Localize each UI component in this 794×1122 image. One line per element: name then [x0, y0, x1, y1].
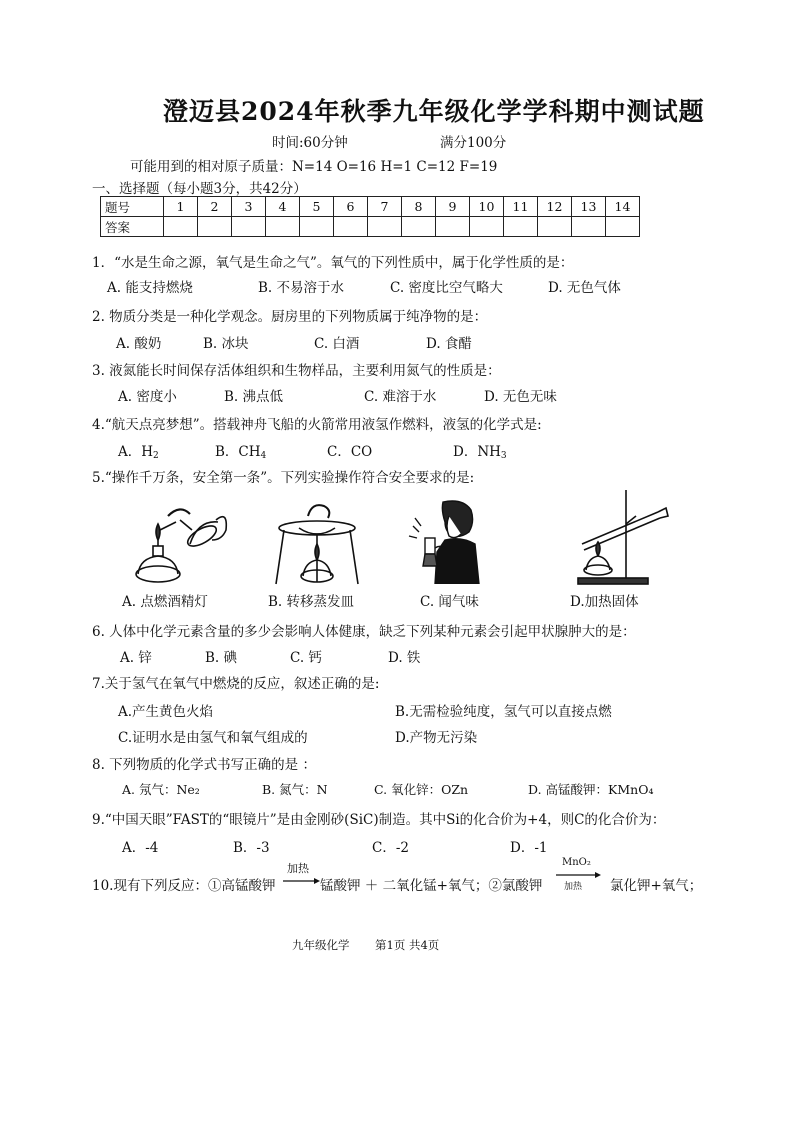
- q8-option-d[interactable]: D. 高锰酸钾：KMnO₄: [528, 782, 654, 797]
- table-cell: 11: [504, 197, 538, 217]
- q3-option-c[interactable]: C. 难溶于水: [364, 389, 437, 405]
- q8-option-b[interactable]: B. 氮气：N: [262, 782, 328, 797]
- q2-option-d[interactable]: D. 食醋: [426, 336, 472, 352]
- full-score: 满分100分: [440, 135, 507, 151]
- condition-heat-1: 加热: [287, 862, 309, 875]
- question-3-stem: 3. 液氮能长时间保存活体组织和生物样品，主要利用氮气的性质是：: [92, 363, 501, 379]
- q4-b-subscript: 4: [260, 451, 267, 461]
- q4-d-subscript: 3: [500, 451, 507, 461]
- table-cell: 7: [368, 197, 402, 217]
- question-7-stem: 7.关于氢气在氧气中燃烧的反应，叙述正确的是:: [92, 676, 380, 692]
- table-cell: 6: [334, 197, 368, 217]
- q2-option-b[interactable]: B. 冰块: [203, 336, 249, 352]
- q9-option-c[interactable]: C．-2: [372, 840, 409, 856]
- exam-time: 时间:60分钟: [272, 135, 348, 151]
- table-cell: 3: [232, 197, 266, 217]
- q8-option-c[interactable]: C. 氧化锌：OZn: [374, 782, 469, 797]
- answer-cell[interactable]: [368, 217, 402, 237]
- question-4-stem: 4.“航天点亮梦想”。搭载神舟飞船的火箭常用液氢作燃料，液氢的化学式是:: [92, 417, 542, 433]
- table-cell: 9: [436, 197, 470, 217]
- q5-option-a[interactable]: A. 点燃酒精灯: [122, 594, 208, 610]
- answer-cell[interactable]: [538, 217, 572, 237]
- q7-option-b[interactable]: B.无需检验纯度，氢气可以直接点燃: [395, 704, 612, 720]
- condition-catalyst: MnO₂: [562, 857, 591, 868]
- q4-d-text: D．NH: [453, 444, 501, 460]
- reaction-arrow-1: [283, 860, 321, 890]
- answer-table: [100, 196, 640, 237]
- q7-option-d[interactable]: D.产物无污染: [395, 730, 478, 746]
- table-cell: 14: [606, 197, 640, 217]
- q9-option-d[interactable]: D．-1: [510, 840, 548, 856]
- q2-option-c[interactable]: C. 白酒: [314, 336, 360, 352]
- q5-option-b[interactable]: B. 转移蒸发皿: [268, 594, 355, 610]
- q4-option-c[interactable]: C．CO: [327, 444, 373, 460]
- figure-evaporating-dish: [272, 496, 362, 588]
- reaction-arrow-2: [556, 857, 602, 891]
- table-row: [101, 197, 640, 217]
- answer-cell[interactable]: [266, 217, 300, 237]
- q3-option-b[interactable]: B. 沸点低: [224, 389, 284, 405]
- table-label-number: 题号: [101, 197, 164, 217]
- q5-option-c[interactable]: C. 闻气味: [420, 594, 479, 610]
- table-cell: 2: [198, 197, 232, 217]
- q4-option-a[interactable]: [118, 440, 159, 461]
- q4-option-d[interactable]: [453, 440, 507, 461]
- answer-cell[interactable]: [504, 217, 538, 237]
- page-title: 澄迈县2024年秋季九年级化学学科期中测试题: [163, 97, 705, 126]
- figure-lighting-alcohol-lamp: [128, 500, 238, 588]
- q3-option-d[interactable]: D. 无色无味: [484, 389, 557, 405]
- answer-cell[interactable]: [334, 217, 368, 237]
- table-label-answer: 答案: [101, 217, 164, 237]
- q8-option-a[interactable]: A. 氖气：Ne₂: [122, 782, 200, 797]
- answer-cell[interactable]: [402, 217, 436, 237]
- question-6-stem: 6. 人体中化学元素含量的多少会影响人体健康，缺乏下列某种元素会引起甲状腺肿大的是：: [92, 624, 636, 640]
- q6-option-d[interactable]: D. 铁: [388, 650, 421, 666]
- q4-option-b[interactable]: [215, 440, 266, 461]
- table-cell: 8: [402, 197, 436, 217]
- condition-heat-2: 加热: [564, 882, 583, 892]
- figure-smelling-gas: [405, 496, 485, 584]
- q2-option-a[interactable]: A. 酸奶: [116, 336, 162, 352]
- q1-option-b[interactable]: B. 不易溶于水: [258, 280, 345, 296]
- q5-option-d[interactable]: D.加热固体: [570, 594, 639, 610]
- table-cell: 10: [470, 197, 504, 217]
- answer-cell[interactable]: [164, 217, 198, 237]
- table-cell: 5: [300, 197, 334, 217]
- question-9-stem: 9.“中国天眼”FAST的“眼镜片”是由金刚砂(SiC)制造。其中Si的化合价为+4，则C的化合价为：: [92, 812, 666, 828]
- question-1-stem: 1．“水是生命之源，氧气是生命之气”。氧气的下列性质中，属于化学性质的是：: [92, 255, 574, 271]
- footer-subject: 九年级化学: [292, 938, 350, 952]
- footer-page-number: 第1页 共4页: [375, 938, 440, 952]
- q9-option-a[interactable]: A．-4: [122, 840, 159, 856]
- atomic-masses: 可能用到的相对原子质量：N=14 O=16 H=1 C=12 F=19: [130, 159, 498, 175]
- arrow-icon: [556, 871, 602, 879]
- answer-cell[interactable]: [470, 217, 504, 237]
- q1-option-c[interactable]: C. 密度比空气略大: [390, 280, 503, 296]
- answer-cell[interactable]: [572, 217, 606, 237]
- question-10-part3: 氯化钾+氧气；: [610, 878, 703, 894]
- answer-cell[interactable]: [198, 217, 232, 237]
- question-8-stem: 8. 下列物质的化学式书写正确的是 ：: [92, 757, 316, 773]
- table-cell: 1: [164, 197, 198, 217]
- section-heading: 一、选择题（每小题3分，共42分）: [92, 181, 307, 197]
- answer-cell[interactable]: [436, 217, 470, 237]
- q6-option-c[interactable]: C. 钙: [290, 650, 322, 666]
- q7-option-c[interactable]: C.证明水是由氢气和氧气组成的: [118, 730, 308, 746]
- table-cell: 13: [572, 197, 606, 217]
- q6-option-a[interactable]: A. 锌: [120, 650, 152, 666]
- table-row: [101, 217, 640, 237]
- arrow-icon: [283, 877, 321, 885]
- q7-option-a[interactable]: A.产生黄色火焰: [118, 704, 214, 720]
- table-cell: 12: [538, 197, 572, 217]
- q4-a-text: A．H: [118, 444, 154, 460]
- question-2-stem: 2. 物质分类是一种化学观念。厨房里的下列物质属于纯净物的是：: [92, 309, 488, 325]
- answer-cell[interactable]: [300, 217, 334, 237]
- question-10-part2: 锰酸钾 ＋ 二氧化锰+氧气；②氯酸钾: [320, 878, 543, 894]
- answer-cell[interactable]: [606, 217, 640, 237]
- q1-option-d[interactable]: D. 无色气体: [548, 280, 621, 296]
- question-5-stem: 5.“操作千万条，安全第一条”。下列实验操作符合安全要求的是:: [92, 470, 475, 486]
- q1-option-a[interactable]: A. 能支持燃烧: [107, 280, 193, 296]
- q4-a-subscript: 2: [153, 451, 159, 461]
- figure-heating-solid: [562, 486, 672, 586]
- q4-b-text: B．CH: [215, 444, 261, 460]
- q6-option-b[interactable]: B. 碘: [205, 650, 238, 666]
- q3-option-a[interactable]: A. 密度小: [118, 389, 177, 405]
- answer-cell[interactable]: [232, 217, 266, 237]
- table-cell: 4: [266, 197, 300, 217]
- question-10-part1: 10.现有下列反应：①高锰酸钾: [92, 878, 276, 894]
- q9-option-b[interactable]: B．-3: [233, 840, 270, 856]
